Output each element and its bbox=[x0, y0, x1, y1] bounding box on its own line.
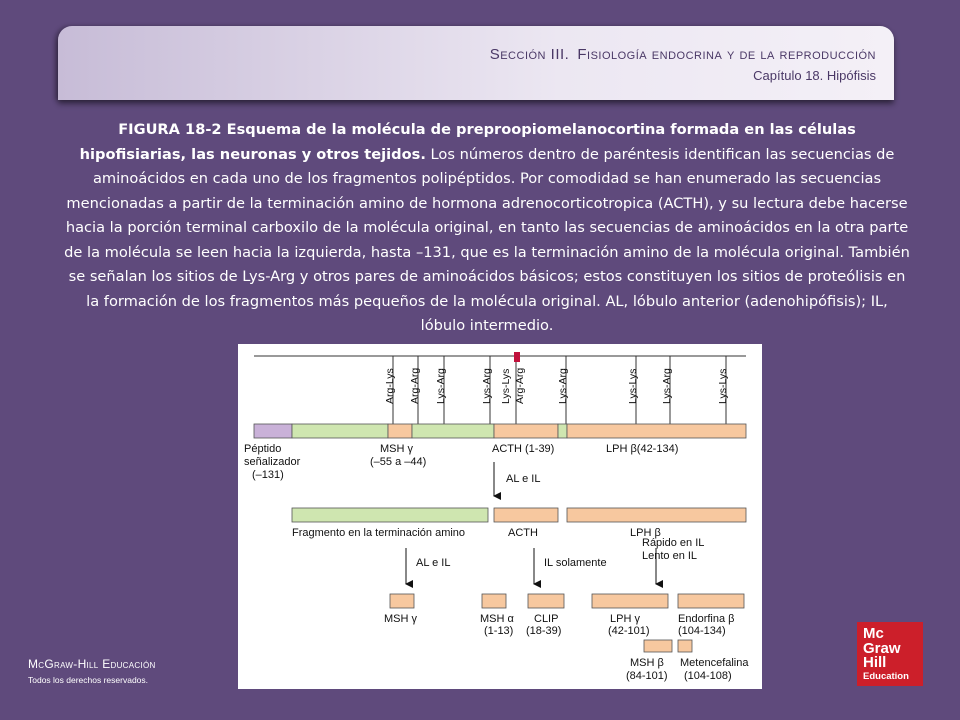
site-label-6: Arg-Arg bbox=[514, 367, 526, 404]
msh-beta-product bbox=[644, 640, 672, 652]
site-label-3: Lys-Arg bbox=[435, 368, 447, 404]
logo-line-2: Graw bbox=[863, 639, 901, 657]
arrow-4-label-1: Rápido en IL bbox=[642, 537, 705, 549]
lph-gamma-range: (42-101) bbox=[608, 625, 650, 637]
row2-labels bbox=[292, 527, 661, 539]
fragment-segment-a bbox=[292, 424, 388, 438]
msh-alpha-range: (1-13) bbox=[484, 625, 514, 637]
arrow-2-label: AL e IL bbox=[416, 557, 451, 569]
lph-beta-block bbox=[567, 508, 746, 522]
acth-label: ACTH (1-39) bbox=[492, 443, 555, 455]
lph-gamma-label: LPH γ bbox=[610, 613, 640, 625]
msh-gamma-label: MSH γ bbox=[380, 443, 413, 455]
site-label-1: Arg-Lys bbox=[384, 368, 396, 404]
acth-block-label: ACTH bbox=[508, 527, 538, 539]
arrow-3-label: IL solamente bbox=[544, 557, 607, 569]
row3-labels bbox=[384, 613, 734, 637]
cleavage-marker bbox=[514, 352, 520, 362]
pomc-diagram-svg bbox=[238, 344, 762, 689]
acth-segment bbox=[494, 424, 558, 438]
clip-range: (18-39) bbox=[526, 625, 562, 637]
footer-brand: McGraw-Hill Educación bbox=[28, 657, 156, 671]
caption-text: Los números dentro de paréntesis identifican las secuencias de aminoácidos en cada uno de los fragmentos polipéptidos. Por comodidad se han enumerado las secuencias mencionadas a partir de la terminación amino de hormona adrenocorticotropica (ACTH), y su lectura debe hacerse hacia la porción terminal carboxilo de la molécula original, en tanto las secuencias de aminoácidos en la otra parte de la molécula se leen hacia la izquierda, hasta –131, que es la terminación amino de la molécula original. También se señalan los sitios de Lys-Arg y otros pares de aminoácidos básicos; estos constituyen los sitios de proteólisis en la formación de los fragmentos más pequeños de la molécula original. AL, lóbulo anterior (adenohipófisis); IL, lóbulo intermedio. bbox=[64, 145, 910, 334]
lph-beta-label: LPH β(42-134) bbox=[606, 443, 679, 455]
fragment-segment-b bbox=[412, 424, 494, 438]
section-name: Fisiología endocrina y de la reproducción bbox=[577, 46, 876, 63]
msh-gamma-product-label: MSH γ bbox=[384, 613, 417, 625]
header-band bbox=[58, 26, 894, 100]
logo-line-3: Hill bbox=[863, 654, 887, 671]
site-label-9: Lys-Arg bbox=[661, 368, 673, 404]
arrow-4-label-2: Lento en IL bbox=[642, 550, 698, 562]
pomc-diagram bbox=[238, 344, 762, 689]
footer-rights: Todos los derechos reservados. bbox=[28, 675, 149, 685]
msh-beta-range: (84-101) bbox=[626, 670, 668, 682]
endorphin-beta-range: (104-134) bbox=[678, 625, 726, 637]
lph-beta-block-label: LPH β bbox=[630, 527, 661, 539]
row1-labels bbox=[244, 443, 678, 481]
msh-gamma-range: (–55 a –44) bbox=[370, 456, 427, 468]
logo-line-1: Mc bbox=[863, 625, 884, 642]
site-label-8: Lys-Lys bbox=[627, 368, 639, 404]
msh-gamma-product bbox=[390, 594, 414, 608]
metenkephalin-product bbox=[678, 640, 692, 652]
arrow-1-label: AL e IL bbox=[506, 473, 541, 485]
signal-label-3: (–131) bbox=[252, 469, 284, 481]
n-terminal-fragment bbox=[292, 508, 488, 522]
site-label-4: Lys-Arg bbox=[481, 368, 493, 404]
acth-block bbox=[494, 508, 558, 522]
section-title bbox=[490, 46, 876, 63]
caption-bold: FIGURA 18-2 Esquema de la molécula de preproopiomelanocortina formada en las células hipofisiarias, las neuronas y otros tejidos. bbox=[79, 121, 856, 163]
figure-caption bbox=[64, 118, 910, 339]
endorphin-beta-product bbox=[678, 594, 744, 608]
joining-segment bbox=[558, 424, 567, 438]
logo-line-4: Education bbox=[863, 670, 909, 682]
cleavage-site-labels bbox=[384, 368, 729, 404]
msh-beta-label: MSH β bbox=[630, 657, 664, 669]
metenkephalin-range: (104-108) bbox=[684, 670, 732, 682]
msh-alpha-product bbox=[482, 594, 506, 608]
site-label-7: Lys-Arg bbox=[557, 368, 569, 404]
signal-label-1: Péptido bbox=[244, 443, 282, 455]
clip-label: CLIP bbox=[534, 613, 559, 625]
site-label-5: Lys-Lys bbox=[500, 368, 512, 404]
n-terminal-fragment-label: Fragmento en la terminación amino bbox=[292, 527, 466, 539]
msh-gamma-segment bbox=[388, 424, 412, 438]
section-number: Sección III. bbox=[489, 46, 570, 63]
signal-peptide-segment bbox=[254, 424, 292, 438]
metenkephalin-label: Metencefalina bbox=[680, 657, 749, 669]
clip-product bbox=[528, 594, 564, 608]
row4-labels bbox=[626, 657, 749, 682]
mcgraw-hill-logo bbox=[857, 622, 923, 686]
lph-beta-segment bbox=[567, 424, 746, 438]
signal-label-2: señalizador bbox=[244, 456, 301, 468]
lph-gamma-product bbox=[592, 594, 668, 608]
site-label-10: Lys-Lys bbox=[717, 368, 729, 404]
endorphin-beta-label: Endorfina β bbox=[678, 613, 735, 625]
site-label-2: Arg-Arg bbox=[409, 367, 421, 404]
msh-alpha-label: MSH α bbox=[480, 613, 514, 625]
chapter-title: Capítulo 18. Hipófisis bbox=[753, 68, 876, 83]
